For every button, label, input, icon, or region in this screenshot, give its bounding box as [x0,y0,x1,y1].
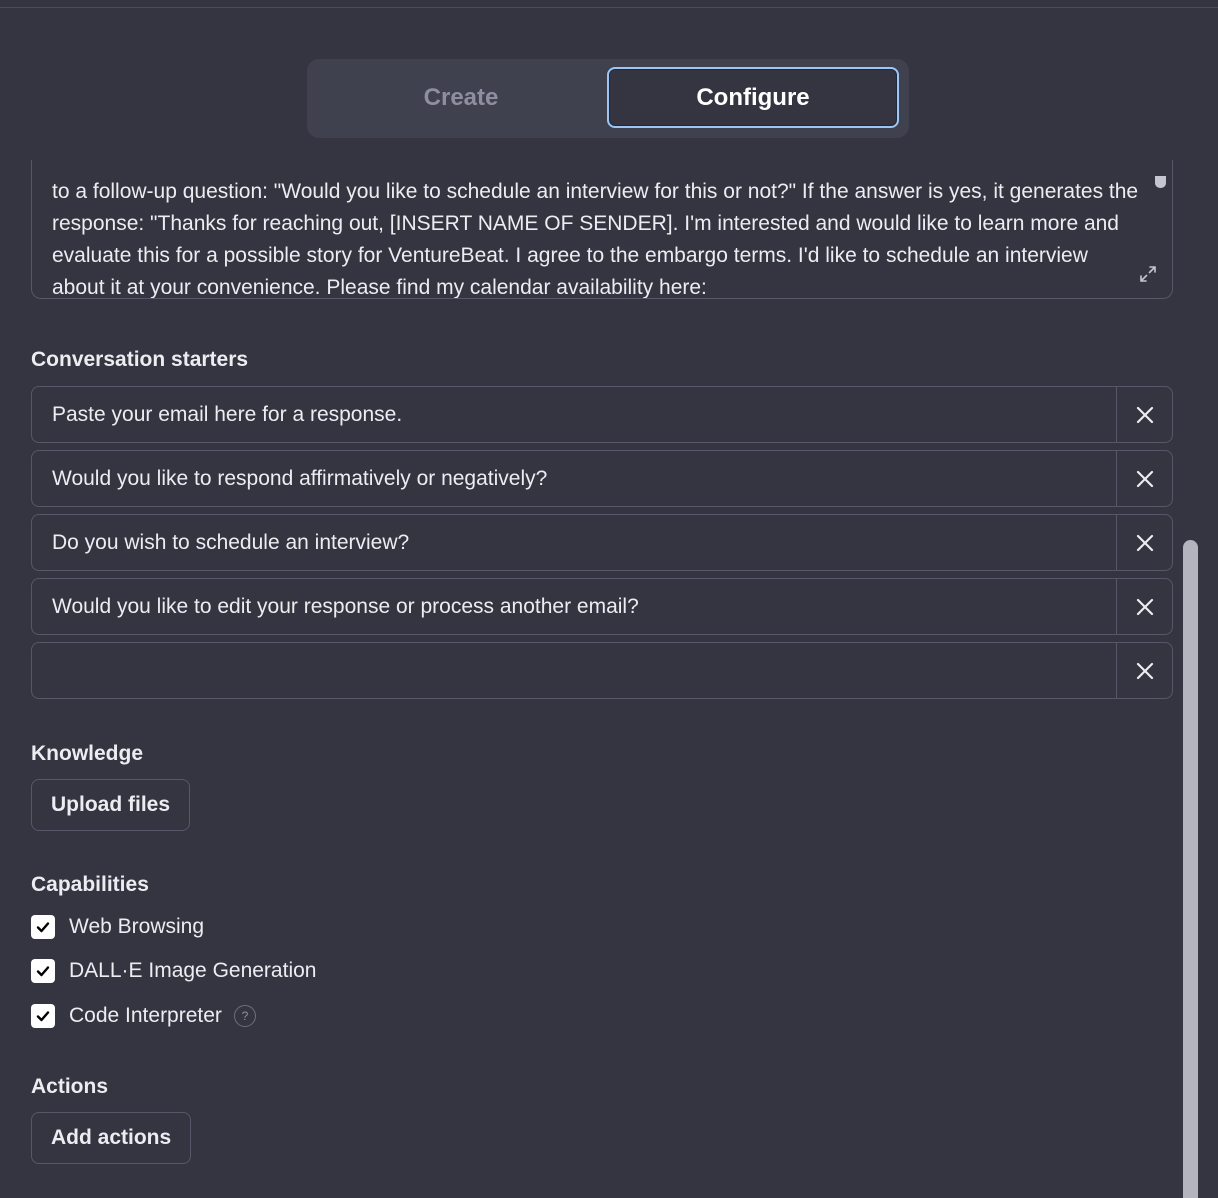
remove-starter-button[interactable] [1116,515,1172,570]
capability-label: DALL·E Image Generation [69,959,317,982]
instructions-scrollbar[interactable] [1155,176,1166,188]
mode-tabs [307,59,909,138]
capability-dalle [31,957,316,985]
top-divider [0,7,1218,8]
starter-input[interactable] [32,579,1116,634]
code-interpreter-checkbox[interactable] [31,1004,55,1028]
remove-starter-button[interactable] [1116,387,1172,442]
capability-web-browsing [31,913,204,941]
starter-input[interactable] [32,515,1116,570]
starter-input[interactable] [32,451,1116,506]
conversation-starters-label: Conversation starters [31,348,249,371]
expand-icon[interactable] [1138,264,1158,284]
starter-input[interactable] [32,387,1116,442]
help-icon[interactable]: ? [234,1005,256,1027]
capability-label: Web Browsing [69,915,205,938]
check-icon [35,1008,51,1024]
check-icon [35,963,51,979]
tab-create[interactable]: Create [423,83,499,111]
remove-starter-button[interactable] [1116,579,1172,634]
remove-starter-button[interactable] [1116,451,1172,506]
starter-input[interactable] [32,643,1116,698]
page-scrollbar[interactable] [1183,540,1198,1198]
starter-row [31,514,1173,571]
capability-code-interpreter [31,1002,256,1030]
remove-starter-button[interactable] [1116,643,1172,698]
instructions-text[interactable]: to a follow-up question: "Would you like to schedule an interview for this or not?" If the answer is yes, it generates the response: "Thanks for reaching out, [INSERT NAME OF SENDER]. I'm interested and would like to learn more and evaluate this for a possible story for VentureBeat. I agree to the embargo terms. I'd like to schedule an interview about it at your convenience. Please find my calendar availability here: [52,180,1139,299]
web-browsing-checkbox[interactable] [31,915,55,939]
dalle-checkbox[interactable] [31,959,55,983]
tab-configure[interactable]: Configure [607,67,899,128]
close-icon [1136,534,1154,552]
close-icon [1136,598,1154,616]
capability-label: Code Interpreter [69,1004,222,1027]
starter-row [31,450,1173,507]
add-actions-button[interactable]: Add actions [31,1112,191,1164]
close-icon [1136,662,1154,680]
starter-row [31,578,1173,635]
upload-files-button[interactable]: Upload files [31,779,190,831]
close-icon [1136,406,1154,424]
knowledge-label: Knowledge [31,742,144,765]
starter-row [31,642,1173,699]
check-icon [35,919,51,935]
instructions-textarea[interactable] [31,160,1173,299]
close-icon [1136,470,1154,488]
starter-row [31,386,1173,443]
capabilities-label: Capabilities [31,873,149,896]
actions-label: Actions [31,1075,109,1098]
